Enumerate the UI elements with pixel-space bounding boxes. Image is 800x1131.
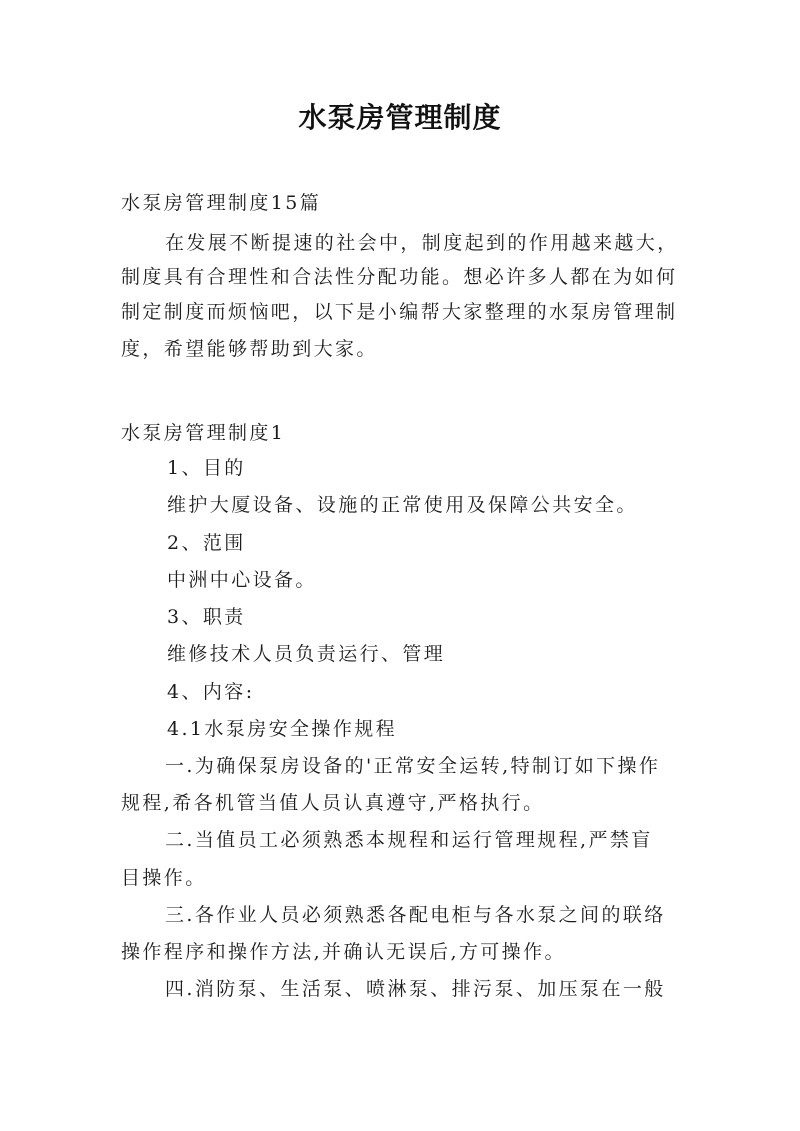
intro-line: 在发展不断提速的社会中，制度起到的作用越来越大，: [165, 232, 679, 254]
list-item: 中洲中心设备。: [167, 569, 317, 591]
document-title: 水泵房管理制度: [298, 101, 502, 134]
list-item: 维修技术人员负责运行、管理: [167, 643, 446, 665]
rule-line: 三.各作业人员必须熟悉各配电柜与各水泵之间的联络: [165, 904, 666, 926]
rule-line: 规程,希各机管当值人员认真遵守,严格执行。: [121, 792, 545, 814]
document-subtitle: 水泵房管理制度15篇: [121, 192, 322, 214]
rule-line: 目操作。: [121, 867, 207, 889]
rule-line: 二.当值员工必须熟悉本规程和运行管理规程,严禁盲: [165, 829, 653, 851]
list-item: 维护大厦设备、设施的正常使用及保障公共安全。: [167, 494, 638, 516]
list-item: 3、职责: [167, 606, 246, 628]
section-heading: 水泵房管理制度1: [121, 422, 286, 444]
rule-line: 操作程序和操作方法,并确认无误后,方可操作。: [121, 941, 566, 963]
list-item: 1、目的: [167, 457, 246, 479]
list-item: 2、范围: [167, 532, 246, 554]
list-item: 4、内容:: [167, 681, 255, 703]
intro-line: 制定制度而烦恼吧，以下是小编帮大家整理的水泵房管理制: [121, 301, 678, 323]
list-item: 4.1水泵房安全操作规程: [167, 718, 398, 740]
intro-line: 制度具有合理性和合法性分配功能。想必许多人都在为如何: [121, 266, 678, 288]
intro-line: 度，希望能够帮助到大家。: [121, 338, 378, 360]
rule-line: 四.消防泵、生活泵、喷淋泵、排污泵、加压泵在一般: [165, 978, 666, 1000]
rule-line: 一.为确保泵房设备的'正常安全运转,特制订如下操作: [165, 755, 661, 777]
